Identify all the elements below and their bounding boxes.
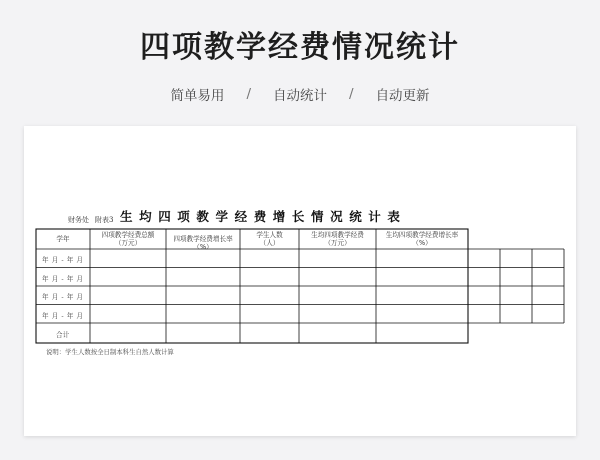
col-header-per-student: 生均四项教学经费 （万元） xyxy=(311,231,364,247)
tag-auto-stats: 自动统计 xyxy=(273,88,327,104)
col-header-total: 四项教学经费总额 （万元） xyxy=(101,231,155,247)
row-label: 年 月 - 年 月 xyxy=(42,256,83,264)
row-label: 年 月 - 年 月 xyxy=(42,275,83,283)
feature-tagline xyxy=(0,84,600,104)
col-header-growth: 四项教学经费增长率（%） xyxy=(173,235,233,251)
col-header-students: 学生人数 （人） xyxy=(256,231,283,247)
document-preview xyxy=(24,126,576,436)
tag-easy: 简单易用 xyxy=(170,88,225,104)
table-footnote: 说明：学生人数按全日制本科生自然人数计算 xyxy=(46,348,174,356)
dept-label: 财务处 xyxy=(68,216,89,224)
page-title: 四项教学经费情况统计 xyxy=(140,30,460,65)
attachment-label: 附表3 xyxy=(95,216,114,224)
tag-separator: / xyxy=(246,86,251,102)
row-label-total: 合计 xyxy=(56,331,70,339)
table-grid xyxy=(24,126,576,436)
table-title: 生均四项教学经费增长情况统计表 xyxy=(120,209,407,224)
row-label: 年 月 - 年 月 xyxy=(42,312,83,320)
row-label: 年 月 - 年 月 xyxy=(42,293,83,301)
tag-separator: / xyxy=(349,86,354,102)
tag-auto-update: 自动更新 xyxy=(375,88,430,104)
col-header-year: 学年 xyxy=(56,235,70,243)
col-header-per-student-growth: 生均四项教学经费增长率 （%） xyxy=(385,231,459,247)
